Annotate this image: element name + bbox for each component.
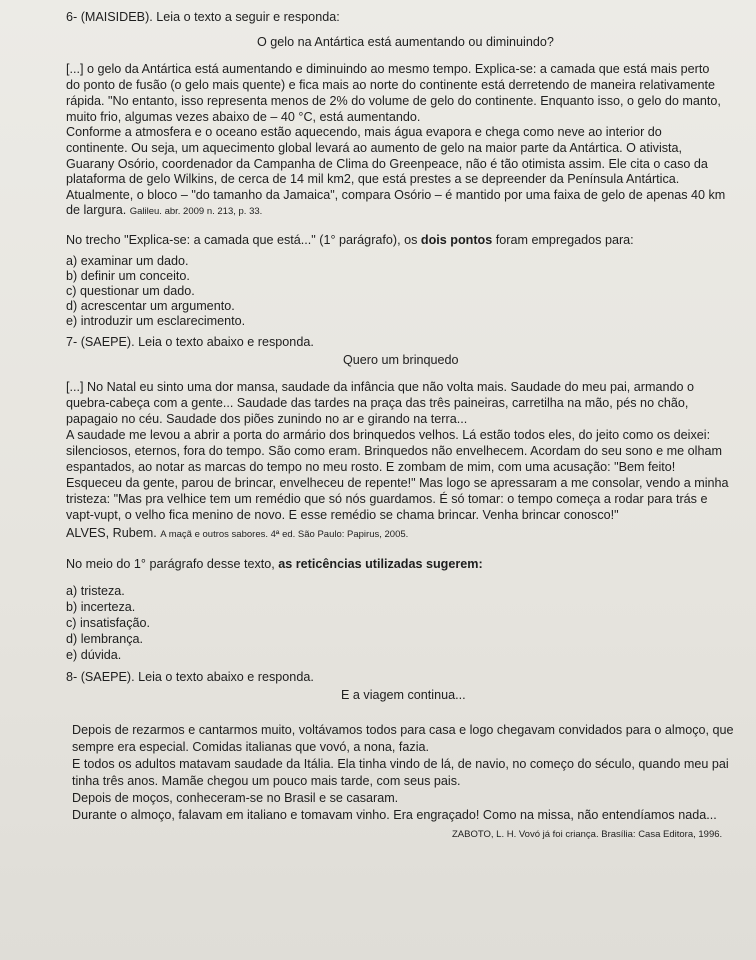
q8-line: sempre era especial. Comidas italianas que vovó, a nona, fazia.: [72, 740, 430, 754]
q6-line: Conforme a atmosfera e o oceano estão aquecendo, mais água evapora e chega como neve ao interior do: [66, 125, 662, 139]
q6-prompt-start: No trecho "Explica-se: a camada que está..." (1° parágrafo), os: [66, 233, 421, 247]
q7-prompt-start: No meio do 1° parágrafo desse texto,: [66, 557, 279, 571]
q7-line: Esqueceu da gente, parou de brincar, envelheceu de repente!" Mas logo se apressaram a me consolar, vendo a minha: [66, 476, 729, 490]
q6-option-a[interactable]: a) examinar um dado.: [66, 254, 189, 268]
q6-option-d[interactable]: d) acrescentar um argumento.: [66, 299, 235, 313]
q6-option-b[interactable]: b) definir um conceito.: [66, 269, 190, 283]
q6-line: continente. Ou seja, um aquecimento global levará ao aumento de gelo na maior parte da Antártica. O ativista,: [66, 141, 683, 155]
q7-citation-line: [66, 526, 408, 542]
q7-line: A saudade me levou a abrir a porta do armário dos brinquedos velhos. Lá estão todos eles, do jeito como os deixei:: [66, 428, 711, 442]
q7-line: vapt-vupt, o velho fica menino de novo. E esse remédio se chama brincar. Venha brincar conosco!": [66, 508, 619, 522]
q7-line: quebra-cabeça com a gente... Saudade das tardes na praça das três paineiras, carretilha na mão, pés no chão,: [66, 396, 689, 410]
q8-line: tinha três anos. Mamãe chegou um pouco mais tarde, com seus pais.: [72, 774, 461, 788]
q6-line: Guarany Osório, coordenador da Campanha de Clima do Greenpeace, não é tão otimista assim. Ele cita o caso da: [66, 157, 708, 171]
q8-heading: 8- (SAEPE). Leia o texto abaixo e responda.: [66, 670, 314, 684]
q7-prompt-bold: as reticências utilizadas sugerem:: [278, 557, 483, 571]
q7-prompt: [66, 557, 483, 572]
q6-option-e[interactable]: e) introduzir um esclarecimento.: [66, 314, 246, 328]
q6-line-with-citation: [66, 203, 262, 219]
q6-citation: Galileu. abr. 2009 n. 213, p. 33.: [129, 206, 263, 217]
q6-prompt-bold: dois pontos: [420, 233, 493, 247]
q8-line: Depois de moços, conheceram-se no Brasil e se casaram.: [72, 791, 399, 805]
q7-citation-author: ALVES, Rubem.: [66, 526, 157, 540]
q6-line: do ponto de fusão (o gelo mais quente) e fica mais ao norte do continente está derretendo de maneira relativamente: [66, 78, 715, 92]
q8-citation: ZABOTO, L. H. Vovó já foi criança. Brasília: Casa Editora, 1996.: [452, 829, 723, 840]
q6-text-title: O gelo na Antártica está aumentando ou diminuindo?: [257, 35, 554, 49]
q7-line: silenciosos, eternos, fora do tempo. São como eram. Brinquedos não envelhecem. Acordam do seu sono e me olham: [66, 444, 722, 458]
q6-option-c[interactable]: c) questionar um dado.: [66, 284, 195, 298]
q8-line: Durante o almoço, falavam em italiano e tomavam vinho. Era engraçado! Como na missa, não entendíamos nada...: [72, 808, 717, 822]
q7-citation: A maçã e outros sabores. 4ª ed. São Paulo: Papirus, 2005.: [160, 529, 409, 540]
q7-option-c[interactable]: c) insatisfação.: [66, 616, 150, 630]
q6-line: Atualmente, o bloco – "do tamanho da Jamaica", compara Osório – é mantido por uma faixa de gelo de apenas 40 km: [66, 188, 726, 202]
q8-line: E todos os adultos matavam saudade da Itália. Ela tinha vindo de lá, de navio, no começo do século, quando meu pai: [72, 757, 729, 771]
q6-prompt: [66, 233, 634, 248]
q7-line: papagaio no céu. Saudade dos piões zunindo no ar e girando na terra...: [66, 412, 468, 426]
q6-heading: 6- (MAISIDEB). Leia o texto a seguir e responda:: [66, 10, 340, 24]
q8-line: Depois de rezarmos e cantarmos muito, voltávamos todos para casa e logo chegavam convidados para o almoço, que: [72, 723, 734, 737]
q7-text-title: Quero um brinquedo: [343, 353, 459, 367]
q7-option-a[interactable]: a) tristeza.: [66, 584, 125, 598]
q6-line: [...] o gelo da Antártica está aumentando e diminuindo ao mesmo tempo. Explica-se: a camada que está mais perto: [66, 62, 710, 76]
q8-text-title: E a viagem continua...: [341, 688, 466, 702]
q6-prompt-end: foram empregados para:: [492, 233, 634, 247]
q7-option-b[interactable]: b) incerteza.: [66, 600, 136, 614]
q7-line: tristeza: "Mas pra velhice tem um remédio que só nós guardamos. É só tomar: o tempo começa a rodar para trás e: [66, 492, 708, 506]
q7-heading: 7- (SAEPE). Leia o texto abaixo e responda.: [66, 335, 314, 349]
q6-line: plataforma de gelo Wilkins, de cerca de 14 mil km2, que está prestes a se depreender da Península Antártica.: [66, 172, 680, 186]
q7-line: espantados, ao notar as marcas do tempo no meu rosto. E zombam de mim, com uma acusação: "Bem feito!: [66, 460, 676, 474]
q6-line: rápida. "No entanto, isso representa menos de 2% do volume de gelo do continente. Enquanto isso, o gelo do manto,: [66, 94, 721, 108]
q7-option-d[interactable]: d) lembrança.: [66, 632, 143, 646]
q7-option-e[interactable]: e) dúvida.: [66, 648, 122, 662]
q7-line: [...] No Natal eu sinto uma dor mansa, saudade da infância que não volta mais. Saudade do meu pai, armando o: [66, 380, 694, 394]
q6-line: muito frio, algumas vezes abaixo de – 40 °C, está aumentando.: [66, 110, 421, 124]
q6-last-line: de largura.: [66, 203, 127, 217]
